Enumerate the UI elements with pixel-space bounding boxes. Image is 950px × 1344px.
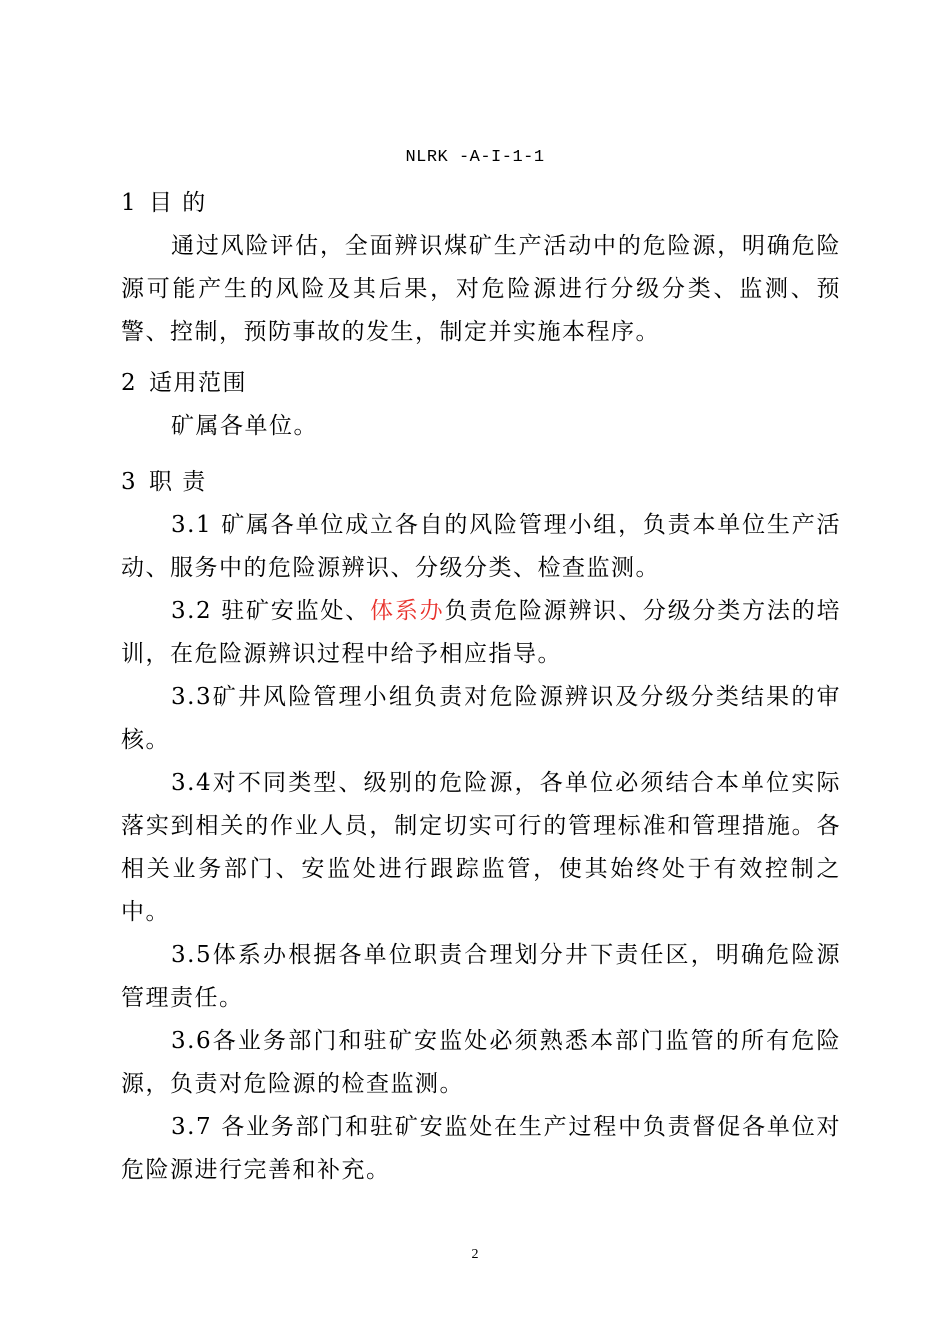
duty-item-3-4: 3.4对不同类型、级别的危险源，各单位必须结合本单位实际落实到相关的作业人员，制定切实可行的管理标准和管理措施。各相关业务部门、安监处进行跟踪监管，使其始终处于有效控制之中。 — [121, 770, 841, 925]
section-number: 2 — [121, 370, 138, 396]
duty-item-3-5: 3.5体系办根据各单位职责合理划分井下责任区，明确危险源管理责任。 — [121, 942, 841, 1011]
section-title: 职 责 — [149, 469, 207, 495]
page-number: 2 — [471, 1247, 479, 1262]
duty-item-3-7: 3.7 各业务部门和驻矿安监处在生产过程中负责督促各单位对危险源进行完善和补充。 — [121, 1114, 841, 1183]
purpose-paragraph: 通过风险评估，全面辨识煤矿生产活动中的危险源，明确危险源可能产生的风险及其后果，对危险源进行分级分类、监测、预警、控制，预防事故的发生，制定并实施本程序。 — [121, 233, 841, 345]
scope-paragraph: 矿属各单位。 — [171, 413, 318, 439]
document-body — [121, 182, 841, 1192]
duty-item-3-3: 3.3矿井风险管理小组负责对危险源辨识及分级分类结果的审核。 — [121, 684, 841, 753]
duty-item-3-1: 3.1 矿属各单位成立各自的风险管理小组，负责本单位生产活动、服务中的危险源辨识、分级分类、检查监测。 — [121, 512, 841, 581]
section-number: 1 — [121, 190, 138, 216]
duty-text: 3.2 驻矿安监处、 — [171, 598, 371, 624]
duty-item-3-6: 3.6各业务部门和驻矿安监处必须熟悉本部门监管的所有危险源，负责对危险源的检查监测。 — [121, 1028, 841, 1097]
section-heading-duties — [121, 461, 841, 504]
duty-item-3-2 — [121, 590, 841, 676]
duty-text: 负责危险源辨识、分级分类方法的培训，在危险源辨识过程中给予相应指导。 — [121, 598, 842, 667]
section-title: 目 的 — [149, 190, 207, 216]
section-heading-scope — [121, 362, 841, 405]
section-title: 适用范围 — [149, 370, 247, 396]
highlighted-text: 体系办 — [370, 598, 445, 624]
section-number: 3 — [121, 469, 138, 495]
section-heading-purpose — [121, 182, 841, 225]
document-code: NLRK -A-I-1-1 — [405, 148, 545, 167]
